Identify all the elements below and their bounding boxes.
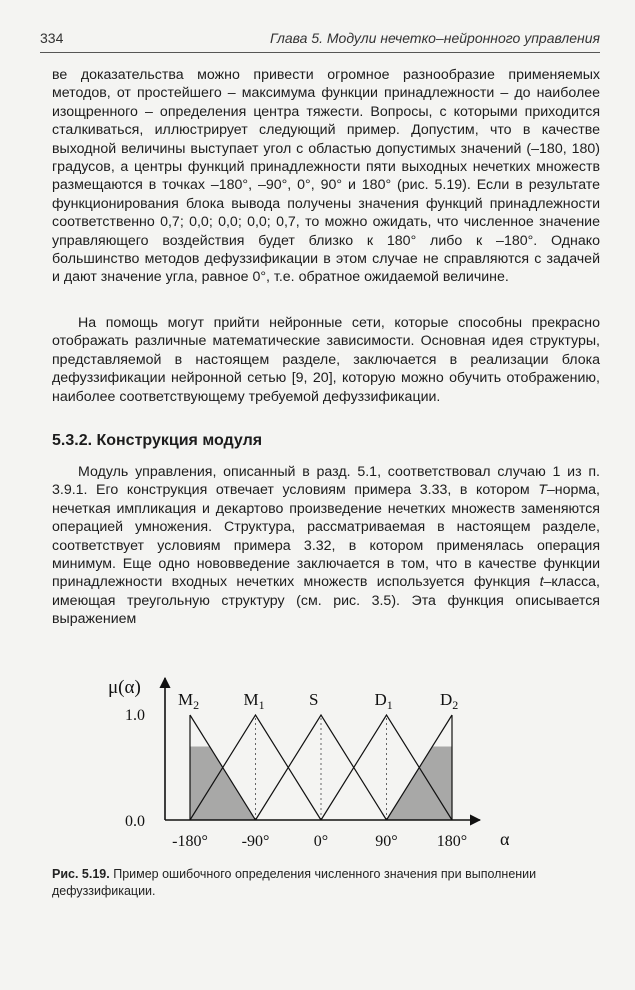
caption-text: Пример ошибочного определения численного значения при выполнении дефуззификации.	[52, 867, 537, 898]
t-norm-letter: T	[538, 482, 547, 499]
t-class-letter: t	[539, 574, 544, 591]
y-tick-0: 0.0	[125, 813, 145, 830]
x-axis-label: α	[500, 829, 510, 849]
activation-area-d2	[387, 747, 453, 821]
y-tick-1: 1.0	[125, 707, 145, 724]
y-axis-label: μ(α)	[108, 677, 141, 698]
x-tick-label: 90°	[375, 833, 398, 850]
activation-area-m2	[190, 747, 256, 821]
set-label-d1: $D_1$	[374, 690, 393, 712]
membership-chart	[0, 660, 635, 870]
paragraph-3-part2: –норма, нечеткая импликация и декартово произведение нечетких множеств заменяются операцией умножения. Структура, рассматриваемая в настоящем разделе, соответствует условиям примера 3.32, в котором применялась операция минимум. Еще одно нововведение заключается в том, что в качестве функции принадлежности входных нечетких множеств используется функция	[52, 482, 600, 591]
paragraph-3-part3: –класса, имеющая треугольную структуру (см. рис. 3.5). Эта функция описывается выражением	[52, 574, 600, 628]
paragraph-1-text: ве доказательства можно привести огромное разнообразие применяемых методов, от простейшего – максимума функции принадлежности – до наиболее изощренного – определения центра тяжести. Вопросы, с которыми приходится сталкиваться, иллюстрирует следующий пример. Допустим, что в качестве выходной величины выступает угол с областью допустимых значений (–180, 180) градусов, а центры функций принадлежности пяти выходных нечетких множеств размещаются в точках –180°, –90°, 0°, 90° и 180° (рис. 5.19). Если в результате функционирования блока вывода получены значения функций принадлежности соответственно 0,7; 0,0; 0,0; 0,0; 0,7, то можно ожидать, что численное значение управляющего воздействия будет близко к 180° либо к –180°. Однако большинство методов дефуззификации в этом случае не справляются с задачей и дают значение угла, равное 0°, т.е. обратное ожидаемой величине.	[52, 67, 600, 286]
running-title: Глава 5. Модули нечетко–нейронного управления	[269, 30, 600, 46]
x-tick-label: -90°	[241, 833, 270, 850]
set-label-m2: $M_2$	[178, 690, 200, 712]
page-header	[40, 30, 600, 52]
paragraph-1	[52, 66, 600, 287]
figure-5-19	[0, 660, 635, 870]
header-rule	[40, 52, 600, 53]
paragraph-3-text	[52, 463, 600, 629]
figure-caption	[52, 866, 600, 900]
section-heading: 5.3.2. Конструкция модуля	[52, 432, 263, 449]
set-label-s: S	[309, 690, 319, 709]
x-tick-label: -180°	[172, 833, 208, 850]
paragraph-3-part1: Модуль управления, описанный в разд. 5.1, соответствовал случаю 1 из п. 3.9.1. Его конструкция отвечает условиям примера 3.33, в котором	[52, 464, 600, 499]
page-number: 334	[40, 30, 64, 46]
x-tick-label: 180°	[436, 833, 468, 850]
caption-label: Рис. 5.19.	[52, 867, 110, 881]
set-label-d2: $D_2$	[440, 690, 459, 712]
paragraph-2	[52, 314, 600, 406]
paragraph-3	[52, 463, 600, 629]
paragraph-2-text: На помощь могут прийти нейронные сети, которые способны прекрасно отображать различные математические зависимости. Основная идея структуры, представляемой в настоящем разделе, заключается в реализации блока дефуззификации нейронной сетью [9, 20], которую можно обучить отображению, наиболее соответствующему требуемой дефуззификации.	[52, 315, 600, 405]
x-tick-label: 0°	[313, 833, 329, 850]
set-label-m1: $M_1$	[243, 690, 265, 712]
